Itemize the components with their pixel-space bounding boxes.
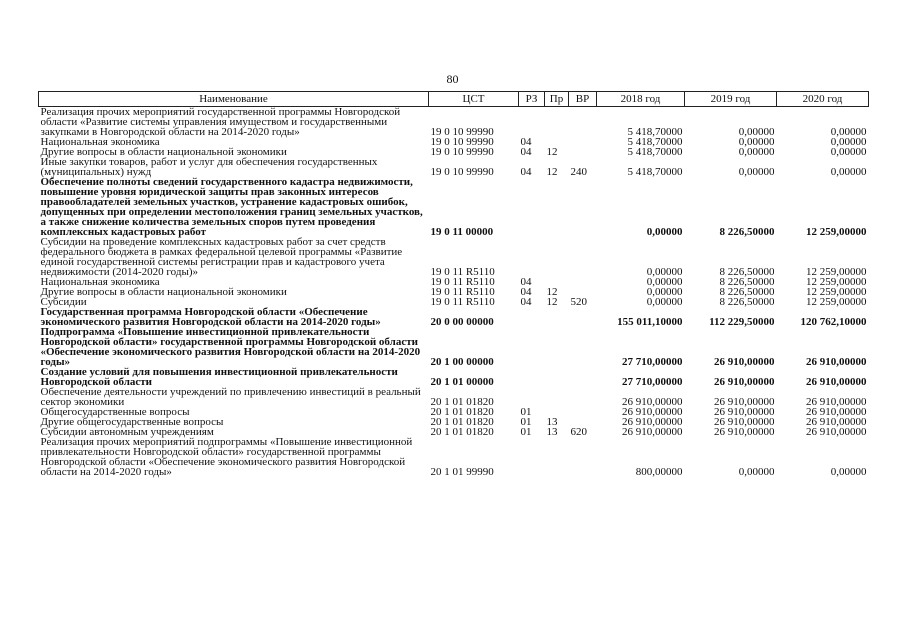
cell-2019: 26 910,00000 <box>714 426 775 438</box>
cell-rz: 04 <box>520 136 532 148</box>
cell-vr <box>569 107 597 138</box>
cell-rz: 01 <box>520 416 532 428</box>
page-number: 80 <box>446 72 459 86</box>
cell-vr <box>569 407 597 417</box>
cell-rz: 04 <box>520 166 532 178</box>
cell-name: Другие общегосударственные вопросы <box>40 416 224 428</box>
cell-rz <box>519 367 545 387</box>
cell-2020: 0,00000 <box>830 466 867 478</box>
cell-2019: 0,00000 <box>738 126 775 138</box>
header-name: Наименование <box>39 92 429 107</box>
cell-2019: 8 226,50000 <box>719 276 775 288</box>
cell-rz <box>519 107 545 138</box>
header-2018: 2018 год <box>597 92 685 107</box>
cell-2020: 26 910,00000 <box>806 416 867 428</box>
cell-2020: 0,00000 <box>830 146 867 158</box>
cell-2018: 5 418,70000 <box>627 166 683 178</box>
cell-2020: 12 259,00000 <box>806 286 867 298</box>
cell-2018: 26 910,00000 <box>622 406 683 418</box>
cell-name: Подпрограмма «Повышение инвестиционной привлекательности Новгородской области» государственной программы Новгородской области «Обеспечение экономического развития Новгородской области на 2014-2020 годы» <box>40 326 421 368</box>
header-2020: 2020 год <box>777 92 869 107</box>
cell-vr: 520 <box>570 296 587 308</box>
cell-vr <box>569 137 597 147</box>
cell-2018: 27 710,00000 <box>622 376 683 388</box>
cell-2019: 26 910,00000 <box>714 406 775 418</box>
cell-2019: 26 910,00000 <box>714 416 775 428</box>
budget-table <box>38 91 869 477</box>
cell-2020: 12 259,00000 <box>806 266 867 278</box>
table-row <box>39 387 869 407</box>
cell-cst: 20 1 01 01820 <box>430 426 494 438</box>
cell-pr <box>545 177 569 237</box>
cell-2018: 0,00000 <box>646 286 683 298</box>
cell-cst: 20 1 01 01820 <box>430 406 494 418</box>
cell-name: Иные закупки товаров, работ и услуг для обеспечения государственных (муниципальных) нужд <box>40 156 378 178</box>
cell-2019: 0,00000 <box>738 166 775 178</box>
cell-2019: 8 226,50000 <box>719 226 775 238</box>
cell-name: Государственная программа Новгородской области «Обеспечение экономического развития Новгородской области на 2014-2020 годы» <box>40 306 381 328</box>
cell-2019: 112 229,50000 <box>709 316 775 328</box>
cell-pr: 12 <box>546 296 558 308</box>
cell-rz: 04 <box>520 296 532 308</box>
cell-rz: 04 <box>520 286 532 298</box>
cell-vr <box>569 147 597 157</box>
cell-2019: 26 910,00000 <box>714 356 775 368</box>
cell-vr <box>569 307 597 327</box>
cell-pr: 12 <box>546 286 558 298</box>
cell-2018: 27 710,00000 <box>622 356 683 368</box>
cell-vr: 240 <box>570 166 587 178</box>
cell-2018: 0,00000 <box>646 226 683 238</box>
cell-cst: 19 0 10 99990 <box>430 136 494 148</box>
cell-rz: 01 <box>520 406 532 418</box>
cell-vr: 620 <box>570 426 587 438</box>
cell-name: Создание условий для повышения инвестиционной привлекательности Новгородской области <box>40 366 398 388</box>
cell-2020: 12 259,00000 <box>806 276 867 288</box>
cell-cst: 20 1 01 01820 <box>430 396 494 408</box>
cell-2018: 26 910,00000 <box>622 396 683 408</box>
cell-2019: 26 910,00000 <box>714 376 775 388</box>
cell-2020: 0,00000 <box>830 166 867 178</box>
cell-rz: 01 <box>520 426 532 438</box>
cell-name: Другие вопросы в области национальной экономики <box>40 146 287 158</box>
header-vr: ВР <box>569 92 597 107</box>
cell-vr <box>569 387 597 407</box>
cell-2020: 26 910,00000 <box>806 406 867 418</box>
cell-2019: 8 226,50000 <box>719 296 775 308</box>
cell-vr <box>569 277 597 287</box>
header-2019: 2019 год <box>685 92 777 107</box>
cell-name: Субсидии автономным учреждениям <box>40 426 214 438</box>
cell-2018: 5 418,70000 <box>627 126 683 138</box>
cell-2020: 12 259,00000 <box>806 226 867 238</box>
cell-cst: 20 1 01 01820 <box>430 416 494 428</box>
cell-cst: 19 0 11 R5110 <box>430 266 495 278</box>
cell-2020: 26 910,00000 <box>806 376 867 388</box>
cell-name: Обеспечение деятельности учреждений по привлечению инвестиций в реальный сектор экономики <box>40 386 421 408</box>
cell-rz <box>519 307 545 327</box>
cell-cst: 20 1 00 00000 <box>430 356 494 368</box>
cell-2018: 26 910,00000 <box>622 416 683 428</box>
cell-vr <box>569 177 597 237</box>
cell-2019: 8 226,50000 <box>719 286 775 298</box>
header-rz: РЗ <box>519 92 545 107</box>
table-row <box>39 437 869 477</box>
cell-pr <box>545 387 569 407</box>
cell-cst: 19 0 11 R5110 <box>430 296 495 308</box>
cell-vr <box>569 437 597 477</box>
cell-2018: 0,00000 <box>646 276 683 288</box>
cell-vr <box>569 367 597 387</box>
cell-name: Общегосударственные вопросы <box>40 406 190 418</box>
table-row <box>39 307 869 327</box>
cell-rz <box>519 177 545 237</box>
cell-pr <box>545 107 569 138</box>
cell-pr <box>545 237 569 277</box>
cell-pr <box>545 327 569 367</box>
cell-cst: 19 0 11 R5110 <box>430 286 495 298</box>
cell-rz <box>519 327 545 367</box>
cell-2020: 12 259,00000 <box>806 296 867 308</box>
cell-2019: 26 910,00000 <box>714 396 775 408</box>
cell-cst: 19 0 11 00000 <box>430 226 494 238</box>
table-body <box>39 107 869 478</box>
cell-2020: 0,00000 <box>830 126 867 138</box>
cell-rz: 04 <box>520 146 532 158</box>
table-row <box>39 327 869 367</box>
cell-2019: 8 226,50000 <box>719 266 775 278</box>
cell-2018: 800,00000 <box>635 466 683 478</box>
cell-cst: 19 0 11 R5110 <box>430 276 495 288</box>
cell-cst: 19 0 10 99990 <box>430 126 494 138</box>
cell-name: Национальная экономика <box>40 136 160 148</box>
table-row <box>39 237 869 277</box>
cell-rz <box>519 237 545 277</box>
cell-pr: 13 <box>546 416 558 428</box>
cell-2020: 26 910,00000 <box>806 356 867 368</box>
cell-pr <box>545 367 569 387</box>
table-header-row <box>39 92 869 107</box>
cell-2018: 26 910,00000 <box>622 426 683 438</box>
cell-name: Субсидии на проведение комплексных кадастровых работ за счет средств федерального бюджета в рамках федеральной целевой программы «Развитие единой государственной системы регистрации прав и кадастрового учета недвижимости (2014-2020 годы)» <box>40 236 403 278</box>
cell-cst: 19 0 10 99990 <box>430 166 494 178</box>
cell-name: Субсидии <box>40 296 87 308</box>
cell-cst: 19 0 10 99990 <box>430 146 494 158</box>
cell-pr: 12 <box>546 166 558 178</box>
cell-2020: 0,00000 <box>830 136 867 148</box>
cell-name: Обеспечение полноты сведений государственного кадастра недвижимости, повышение уровня юридической защиты прав законных интересов правообладателей земельных участков, устранение кадастровых ошибок, допущенных при определении местоположения границ земельных участков, а также снижение количества земельных споров путем проведения комплексных кадастровых работ <box>40 176 423 238</box>
cell-2018: 0,00000 <box>646 266 683 278</box>
table-row <box>39 157 869 177</box>
cell-name: Реализация прочих мероприятий государственной программы Новгородской области «Развитие системы управления имуществом и государственными закупками в Новгородской области на 2014-2020 годы» <box>40 106 401 138</box>
cell-cst: 20 1 01 99990 <box>430 466 494 478</box>
cell-name: Национальная экономика <box>40 276 160 288</box>
cell-pr: 12 <box>546 146 558 158</box>
cell-rz: 04 <box>520 276 532 288</box>
table-row <box>39 107 869 138</box>
cell-2018: 155 011,10000 <box>617 316 683 328</box>
cell-2019: 0,00000 <box>738 136 775 148</box>
cell-2020: 26 910,00000 <box>806 426 867 438</box>
cell-2018: 5 418,70000 <box>627 146 683 158</box>
cell-2019: 0,00000 <box>738 146 775 158</box>
cell-rz <box>519 437 545 477</box>
cell-pr <box>545 307 569 327</box>
header-cst: ЦСТ <box>429 92 519 107</box>
cell-2019: 0,00000 <box>738 466 775 478</box>
cell-cst: 20 0 00 00000 <box>430 316 494 328</box>
cell-name: Другие вопросы в области национальной экономики <box>40 286 287 298</box>
cell-rz <box>519 387 545 407</box>
cell-vr <box>569 327 597 367</box>
cell-pr <box>545 437 569 477</box>
cell-cst: 20 1 01 00000 <box>430 376 494 388</box>
cell-2020: 120 762,10000 <box>800 316 867 328</box>
cell-name: Реализация прочих мероприятий подпрограммы «Повышение инвестиционной привлекательности Новгородской области» государственной программы Новгородской области «Обеспечение экономического развития Новгородской области на 2014-2020 годы» <box>40 436 413 478</box>
header-pr: Пр <box>545 92 569 107</box>
cell-vr <box>569 237 597 277</box>
table-row <box>39 367 869 387</box>
cell-2018: 5 418,70000 <box>627 136 683 148</box>
cell-pr: 13 <box>546 426 558 438</box>
cell-2018: 0,00000 <box>646 296 683 308</box>
table-row <box>39 177 869 237</box>
cell-2020: 26 910,00000 <box>806 396 867 408</box>
